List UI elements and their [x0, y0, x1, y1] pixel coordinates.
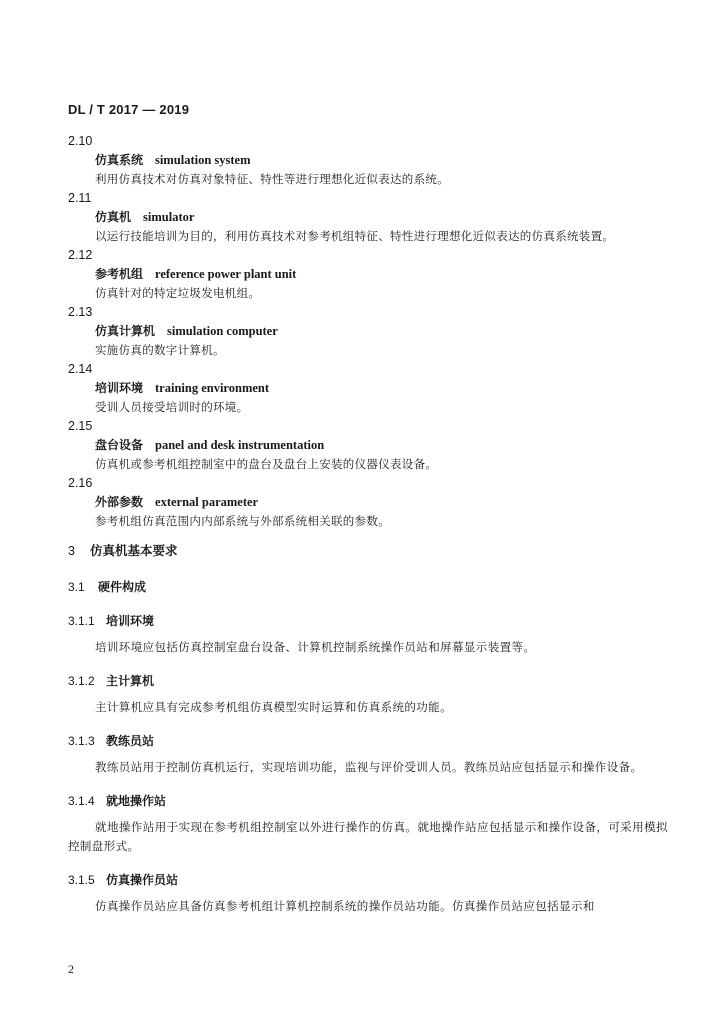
term-name-en: simulator	[143, 210, 195, 224]
term-number: 2.16	[68, 476, 93, 490]
term-name-en: reference power plant unit	[155, 267, 297, 281]
clause-title: 教练员站	[106, 734, 155, 748]
term-number: 2.11	[68, 191, 92, 205]
term-name	[68, 436, 668, 455]
term-name-en: simulation system	[155, 153, 251, 167]
term-name-cn: 培训环境	[95, 381, 144, 395]
term-name	[68, 379, 668, 398]
page-content	[68, 132, 668, 916]
clause-heading	[68, 870, 668, 890]
page-number: 2	[68, 962, 74, 976]
term-name-cn: 仿真机	[95, 210, 132, 224]
term-number: 2.10	[68, 134, 93, 148]
term-number: 2.12	[68, 248, 93, 262]
term-entry	[68, 417, 668, 474]
term-name-cn: 仿真系统	[95, 153, 144, 167]
section-number: 3	[68, 544, 75, 558]
term-definition: 实施仿真的数字计算机。	[95, 343, 225, 357]
term-definition: 受训人员接受培训时的环境。	[95, 400, 249, 414]
section-heading	[68, 541, 668, 561]
clause-title: 主计算机	[106, 674, 155, 688]
term-name-cn: 参考机组	[95, 267, 144, 281]
term-name-cn: 盘台设备	[95, 438, 144, 452]
clause-title: 仿真操作员站	[106, 873, 179, 887]
term-number: 2.14	[68, 362, 93, 376]
clause-heading	[68, 611, 668, 631]
term-name-en: external parameter	[155, 495, 259, 509]
term-name	[68, 493, 668, 512]
term-name-en: panel and desk instrumentation	[155, 438, 325, 452]
term-entry	[68, 303, 668, 360]
clause-heading	[68, 791, 668, 811]
term-name	[68, 322, 668, 341]
term-entry	[68, 189, 668, 246]
term-name-en: training environment	[155, 381, 270, 395]
clause-heading	[68, 671, 668, 691]
term-entry	[68, 132, 668, 189]
term-name-en: simulation computer	[167, 324, 278, 338]
clause-title: 培训环境	[106, 614, 155, 628]
term-entry	[68, 246, 668, 303]
clause-number: 3.1.3	[68, 734, 95, 748]
clause-heading	[68, 731, 668, 751]
term-name-cn: 外部参数	[95, 495, 144, 509]
subsection-title: 硬件构成	[98, 580, 147, 594]
term-name-cn: 仿真计算机	[95, 324, 156, 338]
term-name	[68, 151, 668, 170]
term-entry	[68, 474, 668, 531]
clause-text: 培训环境应包括仿真控制室盘台设备、计算机控制系统操作员站和屏幕显示装置等。	[95, 640, 536, 654]
clause-number: 3.1.1	[68, 614, 95, 628]
term-definition: 利用仿真技术对仿真对象特征、特性等进行理想化近似表达的系统。	[95, 172, 449, 186]
term-definition: 仿真机或参考机组控制室中的盘台及盘台上安装的仪器仪表设备。	[95, 457, 438, 471]
term-entry	[68, 360, 668, 417]
term-number: 2.15	[68, 419, 93, 433]
term-name	[68, 208, 668, 227]
clause-number: 3.1.5	[68, 873, 95, 887]
term-definition: 以运行技能培训为目的，利用仿真技术对参考机组特征、特性进行理想化近似表达的仿真系统装置。	[95, 229, 615, 243]
term-definition: 仿真针对的特定垃圾发电机组。	[95, 286, 261, 300]
clause-text: 主计算机应具有完成参考机组仿真模型实时运算和仿真系统的功能。	[95, 700, 452, 714]
clause-number: 3.1.4	[68, 794, 95, 808]
clause-title: 就地操作站	[106, 794, 167, 808]
clause-text: 仿真操作员站应具备仿真参考机组计算机控制系统的操作员站功能。仿真操作员站应包括显示和	[95, 899, 595, 913]
term-name	[68, 265, 668, 284]
subsection-heading	[68, 577, 668, 597]
subsection-number: 3.1	[68, 580, 85, 594]
term-number: 2.13	[68, 305, 93, 319]
term-definition: 参考机组仿真范围内内部系统与外部系统相关联的参数。	[95, 514, 390, 528]
clause-text: 教练员站用于控制仿真机运行，实现培训功能，监视与评价受训人员。教练员站应包括显示和操作设备。	[95, 760, 643, 774]
clause-number: 3.1.2	[68, 674, 95, 688]
clause-text: 就地操作站用于实现在参考机组控制室以外进行操作的仿真。就地操作站应包括显示和操作设备，可采用模拟控制盘形式。	[68, 820, 668, 853]
standard-code-header: DL / T 2017 — 2019	[68, 102, 190, 117]
section-title: 仿真机基本要求	[90, 543, 178, 558]
